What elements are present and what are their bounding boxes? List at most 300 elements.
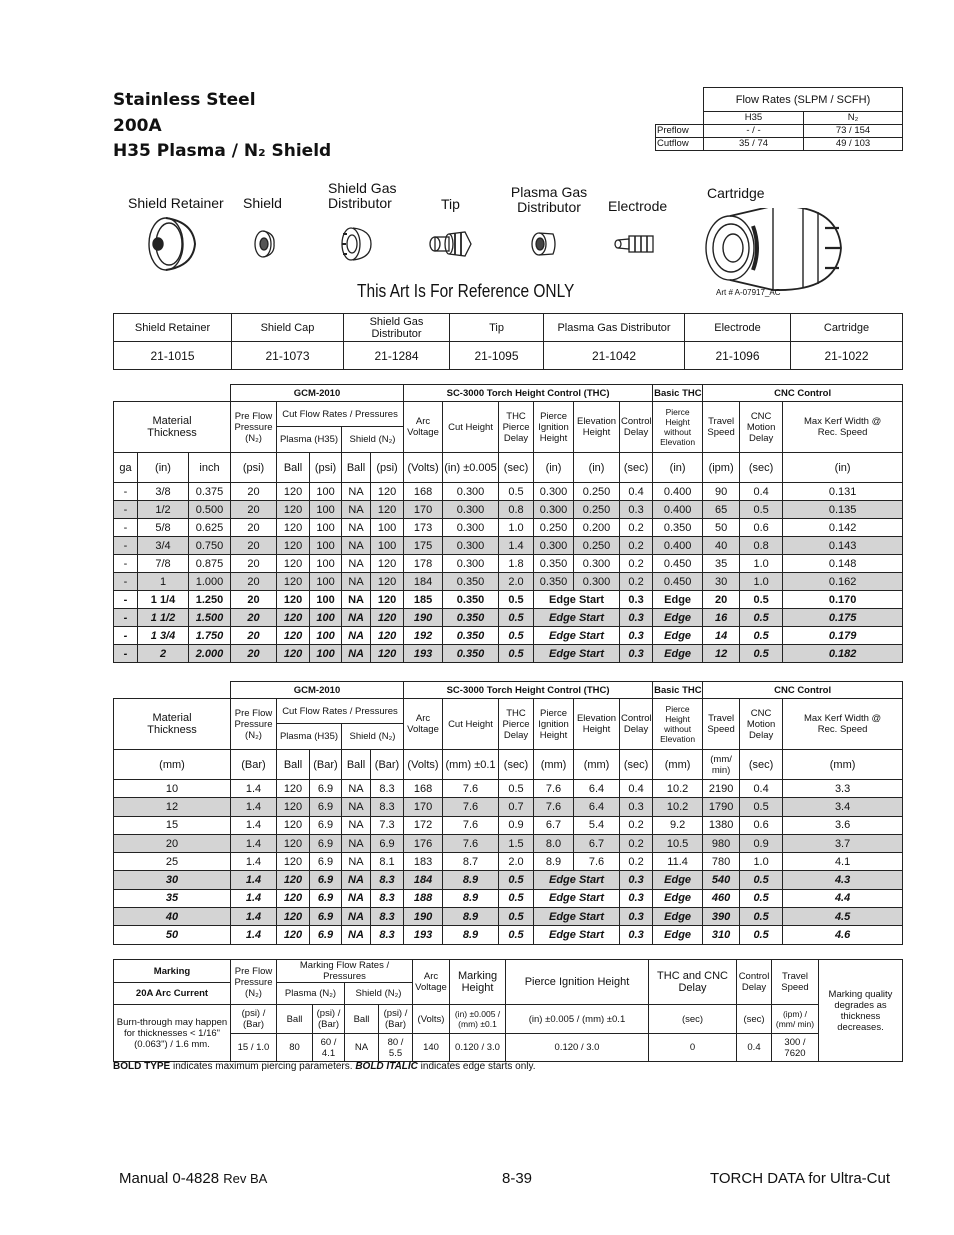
table-cell: 0.9 bbox=[499, 816, 534, 834]
imperial-table-body bbox=[114, 483, 903, 663]
table-cell: 2.0 bbox=[499, 853, 534, 871]
footer-manual bbox=[119, 1170, 267, 1187]
table-cell: 120 bbox=[277, 537, 310, 555]
flow-rates-header: Flow Rates (SLPM / SCFH) bbox=[704, 88, 903, 112]
parts-table bbox=[113, 313, 903, 370]
marking-travel-speed-header: Travel Speed bbox=[772, 960, 819, 1005]
table-cell: Edge Start bbox=[534, 645, 620, 663]
max-kerf-header: Max Kerf Width @ Rec. Speed bbox=[783, 699, 903, 750]
table-cell: 0.450 bbox=[653, 573, 703, 591]
table-cell: NA bbox=[342, 780, 371, 798]
table-cell: 0.300 bbox=[443, 501, 499, 519]
table-cell: 100 bbox=[310, 519, 342, 537]
table-cell: 10.2 bbox=[653, 798, 703, 816]
table-cell: 100 bbox=[310, 609, 342, 627]
electrode-drawing bbox=[615, 236, 653, 252]
unit-cell: Ball bbox=[342, 750, 371, 780]
table-cell: 120 bbox=[371, 627, 404, 645]
marking-value: 15 / 1.0 bbox=[231, 1034, 277, 1062]
marking-shield-header: Shield (N₂) bbox=[345, 983, 413, 1005]
table-cell: 0.4 bbox=[740, 483, 783, 501]
flow-value: - / - bbox=[704, 125, 804, 138]
table-cell: 0.400 bbox=[653, 483, 703, 501]
table-cell: 1.0 bbox=[499, 519, 534, 537]
table-cell: 460 bbox=[703, 889, 740, 907]
table-cell: 1.5 bbox=[499, 834, 534, 852]
elevation-header: Elevation Height bbox=[574, 402, 620, 453]
table-cell: 173 bbox=[404, 519, 443, 537]
unit-cell: (mm) bbox=[653, 750, 703, 780]
marking-flow-header: Marking Flow Rates / Pressures bbox=[277, 960, 413, 983]
table-cell: 0.5 bbox=[740, 627, 783, 645]
imperial-cut-table bbox=[113, 384, 903, 663]
table-row bbox=[114, 519, 903, 537]
table-cell: 0.8 bbox=[740, 537, 783, 555]
unit-cell: (sec) bbox=[620, 453, 653, 483]
arc-voltage-header: Arc Voltage bbox=[404, 402, 443, 453]
table-cell: 0.3 bbox=[620, 871, 653, 889]
table-cell: 6.9 bbox=[310, 816, 342, 834]
table-cell: 1.4 bbox=[231, 816, 277, 834]
table-cell: Edge Start bbox=[534, 591, 620, 609]
table-cell: 8.1 bbox=[371, 853, 404, 871]
table-cell: 120 bbox=[277, 834, 310, 852]
table-row bbox=[114, 834, 903, 852]
marking-value: 0.120 / 3.0 bbox=[506, 1034, 649, 1062]
unit-cell: (sec) bbox=[620, 750, 653, 780]
unit-cell: (mm) bbox=[534, 750, 574, 780]
table-cell: 0.175 bbox=[783, 609, 903, 627]
part-number: 21-1095 bbox=[450, 342, 544, 370]
pre-flow-header: Pre Flow Pressure (N₂) bbox=[231, 699, 277, 750]
table-cell: 6.9 bbox=[310, 926, 342, 944]
flow-col-n2: N₂ bbox=[804, 112, 903, 125]
table-cell: 1380 bbox=[703, 816, 740, 834]
table-cell: 8.9 bbox=[443, 908, 499, 926]
marking-unit: (sec) bbox=[649, 1005, 737, 1034]
table-cell: 3.7 bbox=[783, 834, 903, 852]
imperial-units-row bbox=[114, 453, 903, 483]
plasma-h35-header: Plasma (H35) bbox=[277, 724, 342, 750]
table-cell: 7.6 bbox=[574, 853, 620, 871]
table-cell: - bbox=[114, 573, 138, 591]
table-cell: 14 bbox=[703, 627, 740, 645]
table-cell: 7.6 bbox=[534, 780, 574, 798]
table-cell: 20 bbox=[231, 627, 277, 645]
table-cell: 0.300 bbox=[443, 537, 499, 555]
thc-header: SC-3000 Torch Height Control (THC) bbox=[404, 385, 653, 402]
marking-pierce-header: Pierce Ignition Height bbox=[506, 960, 649, 1005]
manual-rev: Rev BA bbox=[223, 1171, 268, 1186]
unit-cell: (mm/ min) bbox=[703, 750, 740, 780]
reference-note: This Art Is For Reference ONLY bbox=[357, 281, 575, 301]
unit-cell: (mm) bbox=[783, 750, 903, 780]
unit-cell: (mm) bbox=[114, 750, 231, 780]
parts-header: Plasma Gas Distributor bbox=[544, 314, 685, 342]
table-cell: 12 bbox=[703, 645, 740, 663]
table-cell: 120 bbox=[277, 591, 310, 609]
cnc-motion-header: CNC Motion Delay bbox=[740, 402, 783, 453]
unit-cell: Ball bbox=[342, 453, 371, 483]
part-label-electrode: Electrode bbox=[608, 198, 668, 214]
table-cell: 172 bbox=[404, 816, 443, 834]
marking-unit: Ball bbox=[345, 1005, 379, 1034]
part-number: 21-1015 bbox=[114, 342, 232, 370]
table-cell: 188 bbox=[404, 889, 443, 907]
marking-unit: (Volts) bbox=[413, 1005, 450, 1034]
table-cell: 2.0 bbox=[499, 573, 534, 591]
table-cell: 100 bbox=[310, 645, 342, 663]
table-cell: 1.4 bbox=[231, 908, 277, 926]
table-cell: 8.3 bbox=[371, 908, 404, 926]
parts-header: Shield Retainer bbox=[114, 314, 232, 342]
metric-table-body bbox=[114, 780, 903, 945]
table-cell: 176 bbox=[404, 834, 443, 852]
table-cell: 0.5 bbox=[740, 926, 783, 944]
table-cell: 0.625 bbox=[189, 519, 231, 537]
table-cell: 120 bbox=[277, 871, 310, 889]
table-cell: 50 bbox=[703, 519, 740, 537]
metric-table-header bbox=[114, 682, 903, 780]
table-cell: 6.9 bbox=[310, 889, 342, 907]
table-cell: 170 bbox=[404, 501, 443, 519]
table-cell: 120 bbox=[371, 555, 404, 573]
part-label-shield-gas-distributor: Shield Gas Distributor bbox=[328, 180, 397, 211]
thc-header: SC-3000 Torch Height Control (THC) bbox=[404, 682, 653, 699]
marking-amps: 20A Arc Current bbox=[114, 983, 231, 1005]
table-cell: - bbox=[114, 483, 138, 501]
table-row bbox=[114, 501, 903, 519]
table-cell: 1/2 bbox=[138, 501, 189, 519]
shield-n2-header: Shield (N₂) bbox=[342, 724, 404, 750]
table-cell: 193 bbox=[404, 926, 443, 944]
table-cell: 0.200 bbox=[574, 519, 620, 537]
unit-cell: ga bbox=[114, 453, 138, 483]
table-cell: Edge bbox=[653, 889, 703, 907]
table-cell: 0.250 bbox=[574, 537, 620, 555]
table-cell: 120 bbox=[371, 645, 404, 663]
table-cell: 0.375 bbox=[189, 483, 231, 501]
table-cell: 6.4 bbox=[574, 798, 620, 816]
part-label-tip: Tip bbox=[441, 196, 460, 212]
table-cell: NA bbox=[342, 627, 371, 645]
marking-quality-note: Marking quality degrades as thickness decreases. bbox=[819, 960, 903, 1062]
table-cell: 100 bbox=[310, 591, 342, 609]
table-cell: 25 bbox=[114, 853, 231, 871]
table-cell: 8.9 bbox=[443, 926, 499, 944]
table-cell: 120 bbox=[277, 573, 310, 591]
table-cell: 7.6 bbox=[443, 816, 499, 834]
table-cell: NA bbox=[342, 609, 371, 627]
table-cell: - bbox=[114, 537, 138, 555]
table-cell: 1.0 bbox=[740, 853, 783, 871]
marking-arc-voltage-header: Arc Voltage bbox=[413, 960, 450, 1005]
table-cell: 0.350 bbox=[534, 555, 574, 573]
table-cell: 20 bbox=[114, 834, 231, 852]
table-cell: NA bbox=[342, 889, 371, 907]
unit-cell: Ball bbox=[277, 453, 310, 483]
table-cell: 0.5 bbox=[740, 908, 783, 926]
table-cell: NA bbox=[342, 519, 371, 537]
table-cell: 120 bbox=[277, 908, 310, 926]
material-thickness-header: Material Thickness bbox=[114, 402, 231, 453]
table-cell: 50 bbox=[114, 926, 231, 944]
marking-value: 0 bbox=[649, 1034, 737, 1062]
table-cell: Edge Start bbox=[534, 908, 620, 926]
table-cell: 20 bbox=[231, 501, 277, 519]
table-cell: 185 bbox=[404, 591, 443, 609]
thc-pierce-header: THC Pierce Delay bbox=[499, 699, 534, 750]
table-cell: NA bbox=[342, 816, 371, 834]
table-cell: 8.3 bbox=[371, 798, 404, 816]
marking-unit: (psi) / (Bar) bbox=[231, 1005, 277, 1034]
table-cell: 100 bbox=[371, 537, 404, 555]
table-cell: 168 bbox=[404, 780, 443, 798]
table-cell: 0.5 bbox=[499, 780, 534, 798]
table-cell: 65 bbox=[703, 501, 740, 519]
table-cell: 6.9 bbox=[310, 853, 342, 871]
table-cell: 0.143 bbox=[783, 537, 903, 555]
unit-cell: (in) bbox=[138, 453, 189, 483]
table-cell: 0.5 bbox=[740, 609, 783, 627]
table-cell: 170 bbox=[404, 798, 443, 816]
table-cell: 7.6 bbox=[443, 834, 499, 852]
table-cell: 0.350 bbox=[443, 573, 499, 591]
table-cell: 40 bbox=[114, 908, 231, 926]
marking-value: 140 bbox=[413, 1034, 450, 1062]
table-cell: 8.3 bbox=[371, 889, 404, 907]
table-cell: 0.4 bbox=[620, 483, 653, 501]
table-cell: 1.8 bbox=[499, 555, 534, 573]
table-cell: 12 bbox=[114, 798, 231, 816]
table-cell: 0.3 bbox=[620, 798, 653, 816]
pierce-height-header: Pierce Height without Elevation bbox=[653, 402, 703, 453]
table-cell: 1.250 bbox=[189, 591, 231, 609]
table-row bbox=[114, 645, 903, 663]
pre-flow-header: Pre Flow Pressure (N₂) bbox=[231, 402, 277, 453]
table-cell: 190 bbox=[404, 908, 443, 926]
plasma-gas-distributor-drawing bbox=[532, 233, 555, 255]
table-cell: 120 bbox=[277, 889, 310, 907]
unit-cell: (in) bbox=[653, 453, 703, 483]
table-cell: 0.6 bbox=[740, 519, 783, 537]
unit-cell: (Bar) bbox=[231, 750, 277, 780]
table-cell: 8.9 bbox=[443, 889, 499, 907]
table-cell: 4.3 bbox=[783, 871, 903, 889]
unit-cell: (in) bbox=[783, 453, 903, 483]
table-cell: NA bbox=[342, 926, 371, 944]
table-cell: 0.5 bbox=[499, 871, 534, 889]
marking-pre-flow-header: Pre Flow Pressure (N₂) bbox=[231, 960, 277, 1005]
part-number: 21-1284 bbox=[344, 342, 450, 370]
table-row bbox=[114, 798, 903, 816]
table-cell: 190 bbox=[404, 609, 443, 627]
table-cell: Edge Start bbox=[534, 926, 620, 944]
table-cell: 11.4 bbox=[653, 853, 703, 871]
table-cell: NA bbox=[342, 555, 371, 573]
marking-table bbox=[113, 959, 903, 1062]
shield-drawing bbox=[255, 231, 274, 257]
table-cell: 6.9 bbox=[310, 908, 342, 926]
pierce-ignition-header: Pierce Ignition Height bbox=[534, 699, 574, 750]
table-cell: 0.400 bbox=[653, 501, 703, 519]
table-cell: - bbox=[114, 609, 138, 627]
marking-value: 80 / 5.5 bbox=[379, 1034, 413, 1062]
table-cell: 0.5 bbox=[740, 501, 783, 519]
unit-cell: (in) bbox=[574, 453, 620, 483]
table-cell: NA bbox=[342, 871, 371, 889]
table-cell: 0.148 bbox=[783, 555, 903, 573]
part-number: 21-1022 bbox=[791, 342, 903, 370]
table-cell: 980 bbox=[703, 834, 740, 852]
table-cell: 0.750 bbox=[189, 537, 231, 555]
table-row bbox=[114, 926, 903, 944]
table-cell: 7.3 bbox=[371, 816, 404, 834]
cnc-header: CNC Control bbox=[703, 682, 903, 699]
table-cell: 0.5 bbox=[499, 889, 534, 907]
table-cell: NA bbox=[342, 483, 371, 501]
marking-value: 80 bbox=[277, 1034, 313, 1062]
shield-retainer-drawing bbox=[149, 218, 195, 270]
table-cell: 5/8 bbox=[138, 519, 189, 537]
table-cell: 120 bbox=[277, 555, 310, 573]
table-cell: 10.5 bbox=[653, 834, 703, 852]
note-text: indicates maximum piercing parameters. bbox=[170, 1061, 356, 1072]
table-cell: 90 bbox=[703, 483, 740, 501]
metric-cut-table bbox=[113, 681, 903, 945]
table-cell: 540 bbox=[703, 871, 740, 889]
marking-value: 60 / 4.1 bbox=[313, 1034, 345, 1062]
table-cell: 0.450 bbox=[653, 555, 703, 573]
unit-cell: (sec) bbox=[740, 453, 783, 483]
table-cell: 0.2 bbox=[620, 555, 653, 573]
table-cell: 0.2 bbox=[620, 573, 653, 591]
table-cell: 7/8 bbox=[138, 555, 189, 573]
table-cell: 20 bbox=[231, 609, 277, 627]
table-cell: 7.6 bbox=[443, 780, 499, 798]
table-cell: 0.5 bbox=[740, 591, 783, 609]
table-cell: 5.4 bbox=[574, 816, 620, 834]
note-bold: BOLD TYPE bbox=[113, 1061, 171, 1072]
table-cell: 0.182 bbox=[783, 645, 903, 663]
table-cell: 3.6 bbox=[783, 816, 903, 834]
table-cell: 0.300 bbox=[443, 519, 499, 537]
table-cell: 1.4 bbox=[231, 798, 277, 816]
control-delay-header: Control Delay bbox=[620, 402, 653, 453]
table-cell: 0.300 bbox=[574, 555, 620, 573]
table-cell: 0.250 bbox=[574, 501, 620, 519]
table-cell: 184 bbox=[404, 871, 443, 889]
control-delay-header: Control Delay bbox=[620, 699, 653, 750]
table-cell: 0.5 bbox=[499, 591, 534, 609]
unit-cell: (Volts) bbox=[404, 453, 443, 483]
table-cell: NA bbox=[342, 573, 371, 591]
max-kerf-header: Max Kerf Width @ Rec. Speed bbox=[783, 402, 903, 453]
marking-unit: (sec) bbox=[737, 1005, 772, 1034]
table-cell: NA bbox=[342, 501, 371, 519]
marking-label: Marking bbox=[114, 960, 231, 983]
travel-speed-header: Travel Speed bbox=[703, 402, 740, 453]
table-cell: 8.3 bbox=[371, 780, 404, 798]
table-cell: 1.4 bbox=[231, 853, 277, 871]
marking-plasma-header: Plasma (N₂) bbox=[277, 983, 345, 1005]
table-cell: 100 bbox=[310, 573, 342, 591]
table-cell: 0.2 bbox=[620, 853, 653, 871]
table-cell: 0.2 bbox=[620, 834, 653, 852]
table-cell: 4.5 bbox=[783, 908, 903, 926]
unit-cell: inch bbox=[189, 453, 231, 483]
table-cell: 30 bbox=[703, 573, 740, 591]
table-row bbox=[114, 871, 903, 889]
table-cell: 0.3 bbox=[620, 908, 653, 926]
note-bold-italic: BOLD ITALIC bbox=[355, 1061, 418, 1072]
table-cell: 184 bbox=[404, 573, 443, 591]
table-cell: 0.4 bbox=[740, 780, 783, 798]
table-cell: 8.3 bbox=[371, 871, 404, 889]
table-cell: 3/4 bbox=[138, 537, 189, 555]
table-cell: 1790 bbox=[703, 798, 740, 816]
table-cell: 0.2 bbox=[620, 537, 653, 555]
table-cell: 310 bbox=[703, 926, 740, 944]
manual-number: Manual 0-4828 bbox=[119, 1170, 220, 1187]
unit-cell: (ipm) bbox=[703, 453, 740, 483]
table-cell: 2.000 bbox=[189, 645, 231, 663]
table-cell: 6.9 bbox=[310, 780, 342, 798]
table-cell: 6.7 bbox=[574, 834, 620, 852]
table-cell: 0.131 bbox=[783, 483, 903, 501]
table-cell: 120 bbox=[277, 798, 310, 816]
table-cell: 15 bbox=[114, 816, 231, 834]
table-cell: 1 1/4 bbox=[138, 591, 189, 609]
table-cell: 120 bbox=[277, 519, 310, 537]
table-cell: 120 bbox=[277, 816, 310, 834]
table-cell: 120 bbox=[277, 853, 310, 871]
unit-cell: (sec) bbox=[499, 750, 534, 780]
table-cell: 10.2 bbox=[653, 780, 703, 798]
flow-col-h35: H35 bbox=[704, 112, 804, 125]
table-cell: 6.9 bbox=[310, 871, 342, 889]
table-row bbox=[114, 555, 903, 573]
pierce-height-header: Pierce Height without Elevation bbox=[653, 699, 703, 750]
table-cell: 120 bbox=[277, 501, 310, 519]
table-cell: 0.875 bbox=[189, 555, 231, 573]
unit-cell: (sec) bbox=[740, 750, 783, 780]
table-cell: 1 1/2 bbox=[138, 609, 189, 627]
flow-value: 35 / 74 bbox=[704, 138, 804, 151]
table-cell: 120 bbox=[277, 645, 310, 663]
unit-cell: (in) ±0.005 bbox=[443, 453, 499, 483]
part-label-shield: Shield bbox=[243, 195, 282, 211]
table-cell: 0.6 bbox=[740, 816, 783, 834]
tip-drawing bbox=[430, 232, 471, 256]
table-cell: 3.4 bbox=[783, 798, 903, 816]
table-cell: 0.350 bbox=[443, 609, 499, 627]
footer-page-number: 8-39 bbox=[502, 1170, 533, 1187]
table-cell: 8.7 bbox=[443, 853, 499, 871]
table-cell: 1.4 bbox=[231, 926, 277, 944]
parts-header: Tip bbox=[450, 314, 544, 342]
unit-cell: (Bar) bbox=[371, 750, 404, 780]
table-cell: 100 bbox=[371, 519, 404, 537]
flow-row-label: Cutflow bbox=[656, 138, 704, 151]
marking-height-header: Marking Height bbox=[450, 960, 506, 1005]
unit-cell: (psi) bbox=[231, 453, 277, 483]
table-cell: 0.5 bbox=[499, 645, 534, 663]
marking-value: NA bbox=[345, 1034, 379, 1062]
page-title bbox=[113, 88, 331, 165]
table-cell: 120 bbox=[371, 591, 404, 609]
table-cell: 40 bbox=[703, 537, 740, 555]
